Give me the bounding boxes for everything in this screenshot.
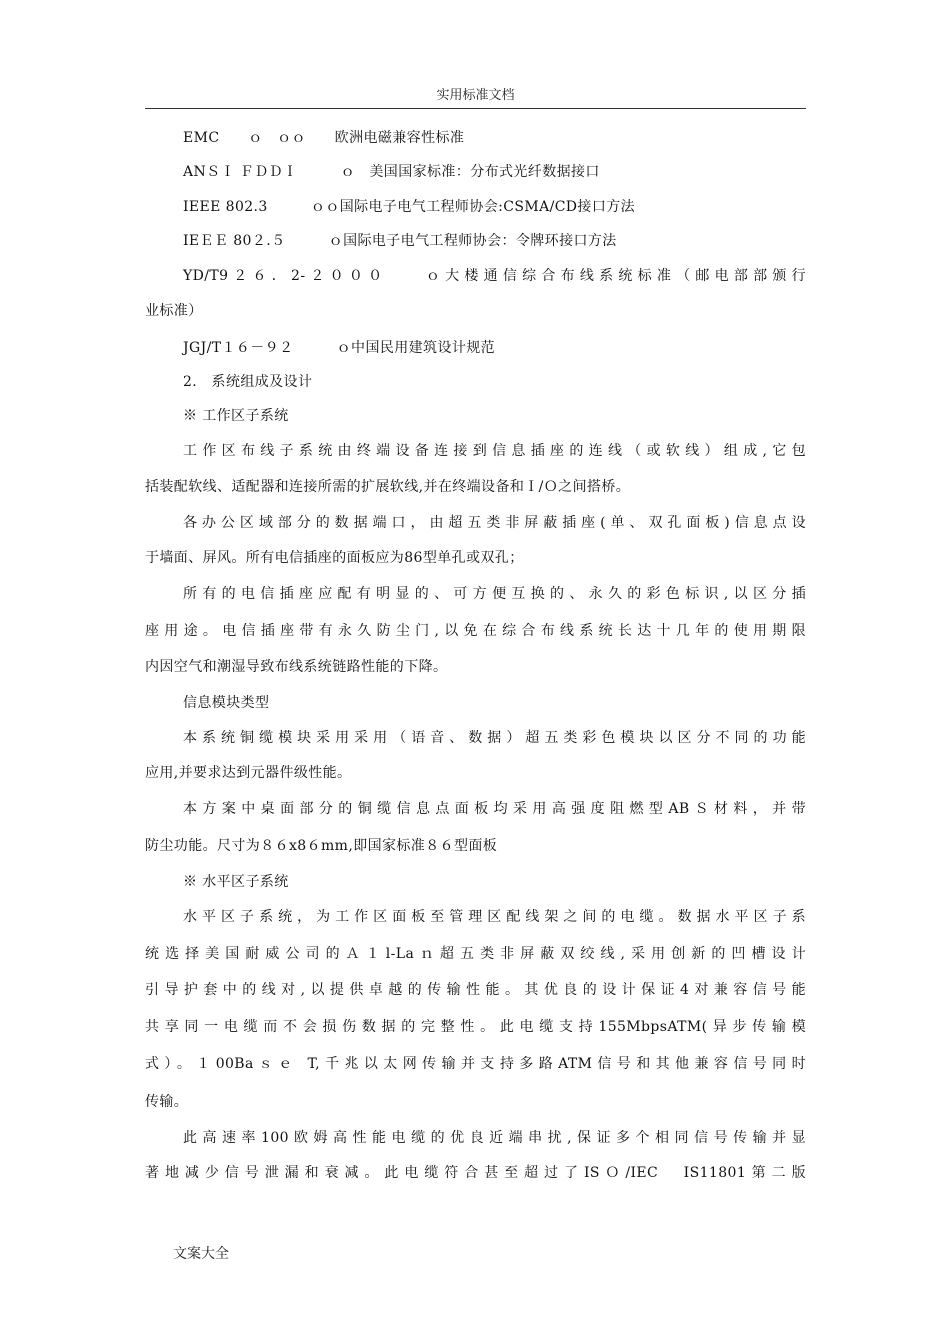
section-heading-2: 2. 系统组成及设计 (183, 374, 313, 390)
horizontal-p1-line5: 式）。１00Baｓｅ T,千兆以太网传输并支持多路ATM信号和其他兼容信号同时 (145, 1056, 806, 1072)
work-area-p3-line3: 内因空气和潮湿导致布线系统链路性能的下降。 (145, 659, 448, 675)
work-area-p5-line2: 防尘功能。尺寸为８６x8６mm,即国家标准８６型面板 (145, 838, 498, 854)
subsection-horizontal-title: ※ 水平区子系统 (183, 874, 289, 890)
horizontal-p1-line1: 水平区子系统，为工作区面板至管理区配线架之间的电缆。数据水平区子系 (183, 909, 806, 925)
work-area-p5-line1: 本方案中桌面部分的铜缆信息点面板均采用高强度阻燃型ABＳ材料，并带 (183, 801, 806, 817)
standard-jgj: JGJ/T１６－９２ ｏ中国民用建筑设计规范 (183, 340, 496, 356)
horizontal-p1-line4: 共享同一电缆而不会损伤数据的完整性。此电缆支持155MbpsATM(异步传输模 (145, 1019, 806, 1035)
horizontal-p2-line1: 此高速率100欧姆高性能电缆的优良近端串扰,保证多个相同信号传输并显 (183, 1130, 806, 1146)
standard-yd-t926: YD/T9２６．2-２０００ ｏ大楼通信综合布线系统标准（邮电部部颁行 (183, 268, 806, 284)
work-area-p1-line2: 括装配软线、适配器和连接所需的扩展软线,并在终端设备和Ｉ/Ｏ之间搭桥。 (145, 479, 631, 495)
page-footer: 文案大全 (173, 1246, 229, 1262)
work-area-p2-line2: 于墙面、屏风。所有电信插座的面板应为86型单孔或双孔； (145, 550, 524, 566)
standard-ansi-fddi: ANＳＩ ＦＤＤＩ ｏ 美国国家标准：分布式光纤数据接口 (183, 164, 600, 180)
header-divider (145, 108, 806, 109)
standard-emc: EMC ｏ ｏｏ 欧洲电磁兼容性标准 (183, 130, 465, 146)
horizontal-p1-line6: 传输。 (145, 1094, 189, 1110)
standard-ieee-802-3: IEEE 802.3 ｏｏ国际电子电气工程师协会:CSMA/CD接口方法 (183, 199, 636, 215)
horizontal-p1-line3: 引导护套中的线对,以提供卓越的传输性能。其优良的设计保证4对兼容信号能 (145, 982, 806, 998)
standard-ieee-802-5: IEＥＥ 80２.５ ｏ国际电子电气工程师协会：令牌环接口方法 (183, 233, 617, 249)
module-type-heading: 信息模块类型 (183, 695, 270, 711)
horizontal-p2-line2: 著地减少信号泄漏和衰减。此电缆符合甚至超过了ISＯ/IEC IS11801第二版 (145, 1165, 806, 1181)
page-header: 实用标准文档 (436, 88, 515, 103)
work-area-p3-line2: 座用途。电信插座带有永久防尘门,以免在综合布线系统长达十几年的使用期限 (145, 623, 806, 639)
subsection-work-area-title: ※ 工作区子系统 (183, 408, 289, 424)
work-area-p1-line1: 工作区布线子系统由终端设备连接到信息插座的连线（或软线）组成,它包 (183, 443, 806, 459)
work-area-p4-line2: 应用,并要求达到元器件级性能。 (145, 765, 352, 781)
work-area-p4-line1: 本系统铜缆模块采用采用（语音、数据）超五类彩色模块以区分不同的功能 (183, 730, 806, 746)
horizontal-p1-line2: 统选择美国耐威公司的Ａ１l-Laｎ超五类非屏蔽双绞线,采用创新的凹槽设计 (145, 946, 806, 962)
work-area-p2-line1: 各办公区域部分的数据端口，由超五类非屏蔽插座(单、双孔面板)信息点设 (183, 515, 806, 531)
standard-yd-t926-cont: 业标准） (145, 303, 203, 319)
work-area-p3-line1: 所有的电信插座应配有明显的、可方便互换的、永久的彩色标识,以区分插 (183, 586, 806, 602)
